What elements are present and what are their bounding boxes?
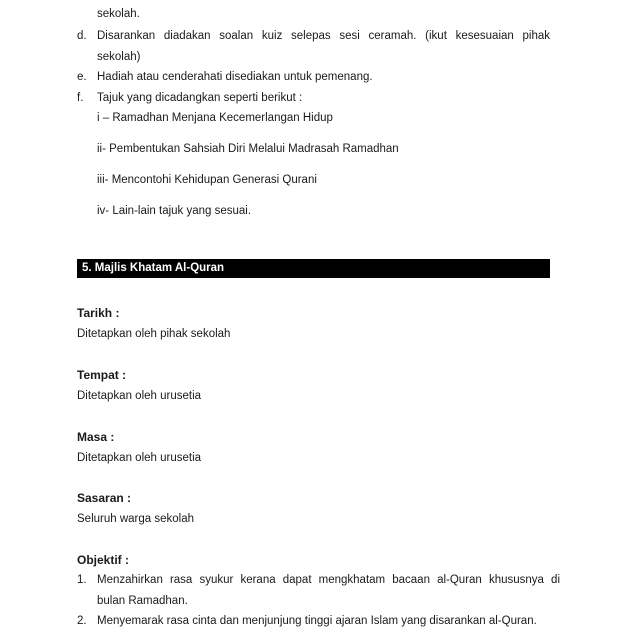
topic-item: iii- Mencontohi Kehidupan Generasi Qurani [97,174,317,186]
objektif-item-2-text: Menyemarak rasa cinta dan menjunjung tinggi ajaran Islam yang disarankan al-Quran. [97,615,537,627]
topic-item: i – Ramadhan Menjana Kecemerlangan Hidup [97,112,333,124]
objektif-label: Objektif : [77,553,130,567]
list-item-marker: f. [77,92,84,104]
topic-item: ii- Pembentukan Sahsiah Diri Melalui Madrasah Ramadhan [97,143,399,155]
objektif-item-marker: 1. [77,574,87,586]
list-item-d-line2: sekolah) [97,51,141,63]
field-label-sasaran: Sasaran : [77,491,132,505]
field-value-tarikh: Ditetapkan oleh pihak sekolah [77,328,231,340]
list-item-marker: e. [77,71,87,83]
field-label-tarikh: Tarikh : [77,306,120,320]
list-item-f-text: Tajuk yang dicadangkan seperti berikut : [97,92,303,104]
field-value-sasaran: Seluruh warga sekolah [77,513,194,525]
list-item-c-continuation [97,7,140,21]
objektif-item-marker: 2. [77,615,87,627]
list-item-marker: d. [77,30,87,42]
field-label-tempat: Tempat : [77,368,127,382]
section-header-bar [77,259,550,278]
field-value-masa: Ditetapkan oleh urusetia [77,452,202,464]
list-item-d-line1: Disarankan diadakan soalan kuiz selepas sesi ceramah. (ikut kesesuaian pihak [97,30,550,42]
list-item-e-text: Hadiah atau cenderahati disediakan untuk pemenang. [97,71,373,83]
topic-item: iv- Lain-lain tajuk yang sesuai. [97,205,252,217]
objektif-item-1-line2: bulan Ramadhan. [97,595,188,607]
section-title: 5. Majlis Khatam Al-Quran [82,262,225,274]
objektif-item-1-line1: Menzahirkan rasa syukur kerana dapat mengkhatam bacaan al-Quran khususnya di [97,574,560,586]
field-value-tempat: Ditetapkan oleh urusetia [77,390,202,402]
list-item-text: sekolah. [97,8,140,20]
field-label-masa: Masa : [77,430,115,444]
